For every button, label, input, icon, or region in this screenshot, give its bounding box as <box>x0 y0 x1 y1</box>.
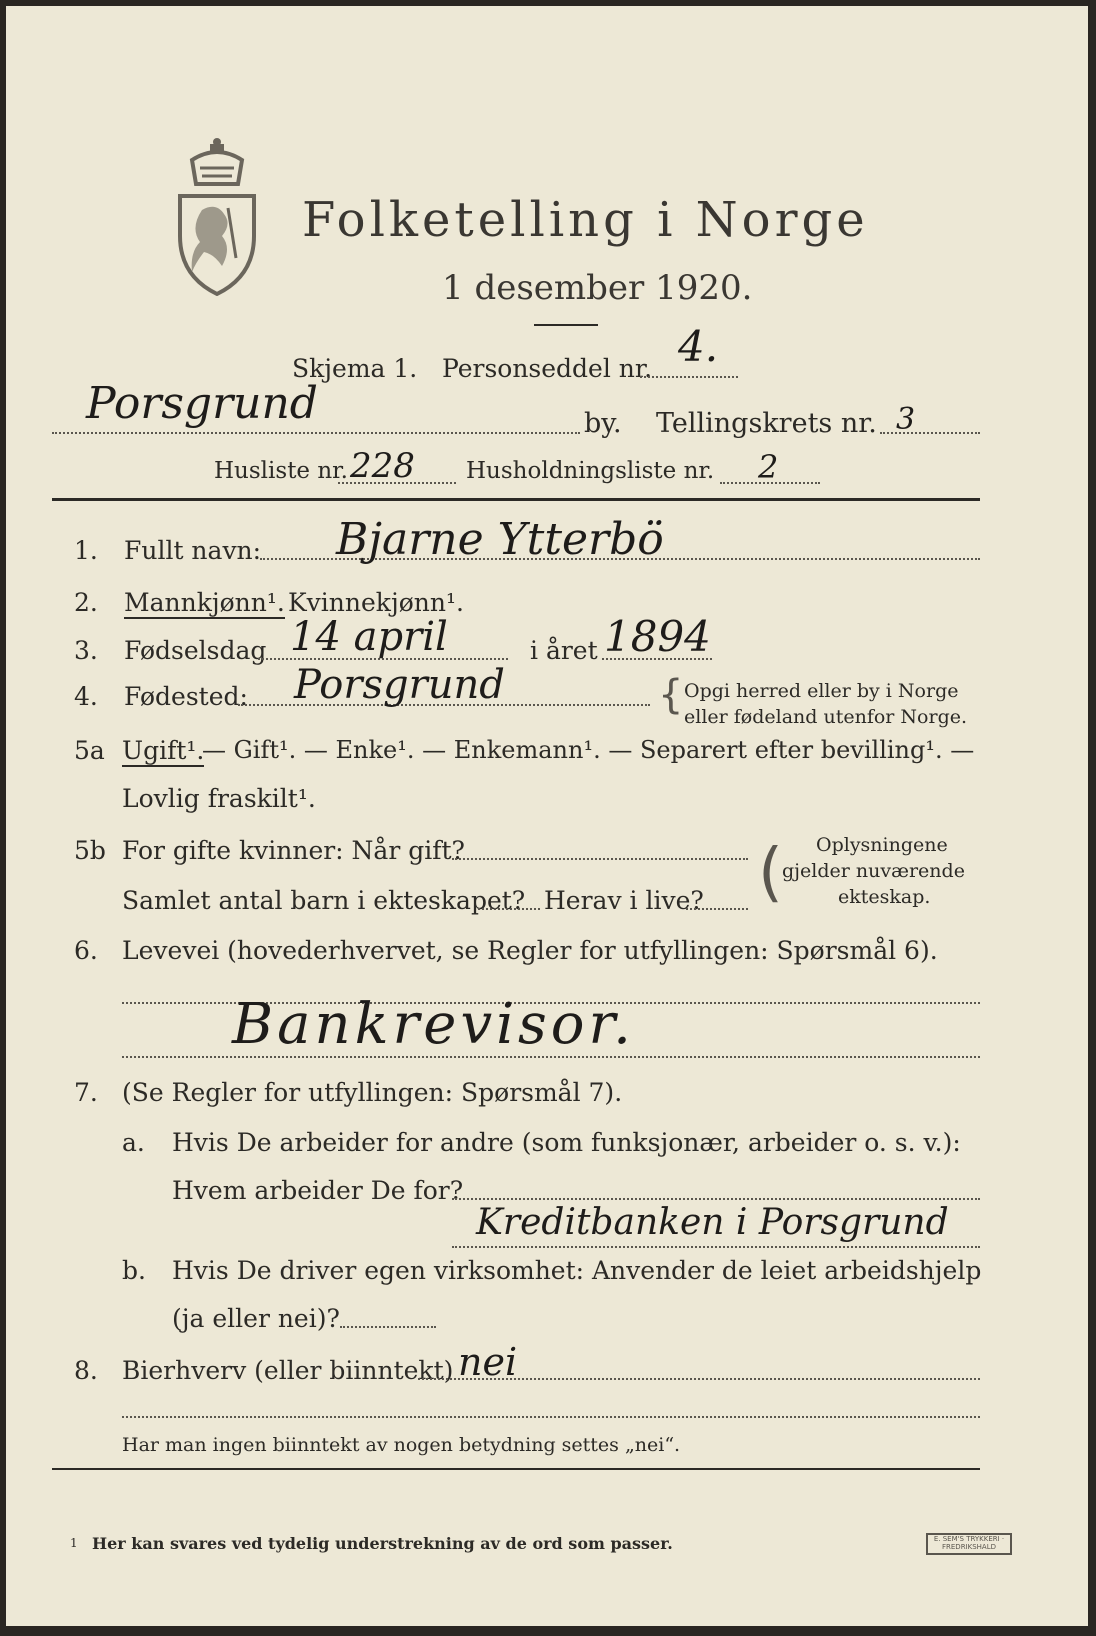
q6-label: Levevei (hovederhvervet, se Regler for utfyllingen: Spørsmål 6). <box>122 936 938 965</box>
q3-value: 14 april <box>290 614 448 660</box>
husliste-value: 228 <box>350 446 415 486</box>
q5b-alive-label: Herav i live? <box>544 886 704 915</box>
q5b-children-dots <box>478 908 540 910</box>
q7a-dots-1 <box>452 1198 980 1200</box>
header-divider <box>52 498 980 501</box>
q6-value: Bankrevisor. <box>232 992 635 1057</box>
q5b-children-label: Samlet antal barn i ekteskapet? <box>122 886 526 915</box>
footnote-text: Her kan svares ved tydelig understrekning av de ord som passer. <box>92 1534 673 1553</box>
q7a-line-2: Hvem arbeider De for? <box>172 1176 464 1205</box>
q7-label: (Se Regler for utfyllingen: Spørsmål 7). <box>122 1078 623 1107</box>
tellingskrets-label: Tellingskrets nr. <box>656 408 877 439</box>
footnote-marker: 1 <box>70 1536 78 1550</box>
biinntekt-note: Har man ingen biinntekt av nogen betydning settes „nei“. <box>122 1434 681 1456</box>
q1-label: Fullt navn: <box>124 536 262 565</box>
husholdningsliste-value: 2 <box>758 448 779 486</box>
skjema-label: Skjema 1. <box>292 354 418 383</box>
title-divider <box>534 324 598 326</box>
q8-label: Bierhverv (eller biinntekt) <box>122 1356 454 1385</box>
q2-female-option: Kvinnekjønn¹. <box>288 588 464 617</box>
q5a-other-options: — Gift¹. — Enke¹. — Enkemann¹. — Separert efter bevilling¹. — <box>202 736 975 764</box>
q1-number: 1. <box>74 536 98 565</box>
personseddel-dots <box>640 376 738 378</box>
q5b-label: For gifte kvinner: Når gift? <box>122 836 465 865</box>
q7b-letter: b. <box>122 1256 146 1285</box>
footer-divider <box>52 1468 980 1470</box>
q5b-note-line-2: gjelder nuværende <box>782 860 965 882</box>
q8-dots-2 <box>122 1416 980 1418</box>
q2-number: 2. <box>74 588 98 617</box>
q5b-alive-dots <box>686 908 748 910</box>
q7-number: 7. <box>74 1078 98 1107</box>
q5a-line-2: Lovlig fraskilt¹. <box>122 784 316 813</box>
q7a-value: Kreditbanken i Porsgrund <box>476 1202 949 1243</box>
census-form <box>6 6 1088 1626</box>
q7a-letter: a. <box>122 1128 145 1157</box>
q2-male-option: Mannkjønn¹. <box>124 588 285 617</box>
q7a-dots-2 <box>452 1246 980 1248</box>
q4-value: Porsgrund <box>294 662 505 708</box>
q4-label: Fødested: <box>124 682 248 711</box>
q8-value: nei <box>458 1340 518 1384</box>
city-value: Porsgrund <box>86 378 318 429</box>
q3-year-label: i året <box>530 636 598 665</box>
q1-value: Bjarne Ytterbö <box>336 514 664 565</box>
coat-of-arms-icon <box>172 138 262 296</box>
q7b-dots <box>340 1326 436 1328</box>
form-title: Folketelling i Norge <box>302 192 869 248</box>
q4-note-line-1: Opgi herred eller by i Norge <box>684 680 959 702</box>
q5a-ugift-option: Ugift¹. <box>122 736 205 765</box>
q4-note-brace: { <box>658 672 684 718</box>
q3-number: 3. <box>74 636 98 665</box>
q4-note-line-2: eller fødeland utenfor Norge. <box>684 706 968 728</box>
printer-stamp: E. SEM'S TRYKKERI · FREDRIKSHALD <box>926 1533 1012 1555</box>
q6-number: 6. <box>74 936 98 965</box>
q5a-number: 5a <box>74 736 105 765</box>
q3-label: Fødselsdag <box>124 636 267 665</box>
by-label: by. <box>584 408 622 439</box>
q5b-note-line-3: ekteskap. <box>838 886 931 908</box>
q5b-number: 5b <box>74 836 106 865</box>
q7b-line-2: (ja eller nei)? <box>172 1304 340 1333</box>
q5b-note-brace: ( <box>758 836 783 910</box>
husliste-label: Husliste nr. <box>214 458 348 484</box>
q3-year-value: 1894 <box>604 612 711 661</box>
q5b-dots <box>452 858 748 860</box>
tellingskrets-value: 3 <box>896 402 916 437</box>
q7b-label: Hvis De driver egen virksomhet: Anvender de leiet arbeidshjelp <box>172 1256 982 1285</box>
q5b-note-line-1: Oplysningene <box>816 834 948 856</box>
personseddel-value: 4. <box>678 322 719 371</box>
q7a-label: Hvis De arbeider for andre (som funksjonær, arbeider o. s. v.): <box>172 1128 961 1157</box>
tellingskrets-dots <box>880 432 980 434</box>
q4-number: 4. <box>74 682 98 711</box>
husholdningsliste-label: Husholdningsliste nr. <box>466 458 715 484</box>
personseddel-label: Personseddel nr. <box>442 354 653 383</box>
census-date: 1 desember 1920. <box>442 268 753 308</box>
city-dots <box>52 432 580 434</box>
q8-number: 8. <box>74 1356 98 1385</box>
